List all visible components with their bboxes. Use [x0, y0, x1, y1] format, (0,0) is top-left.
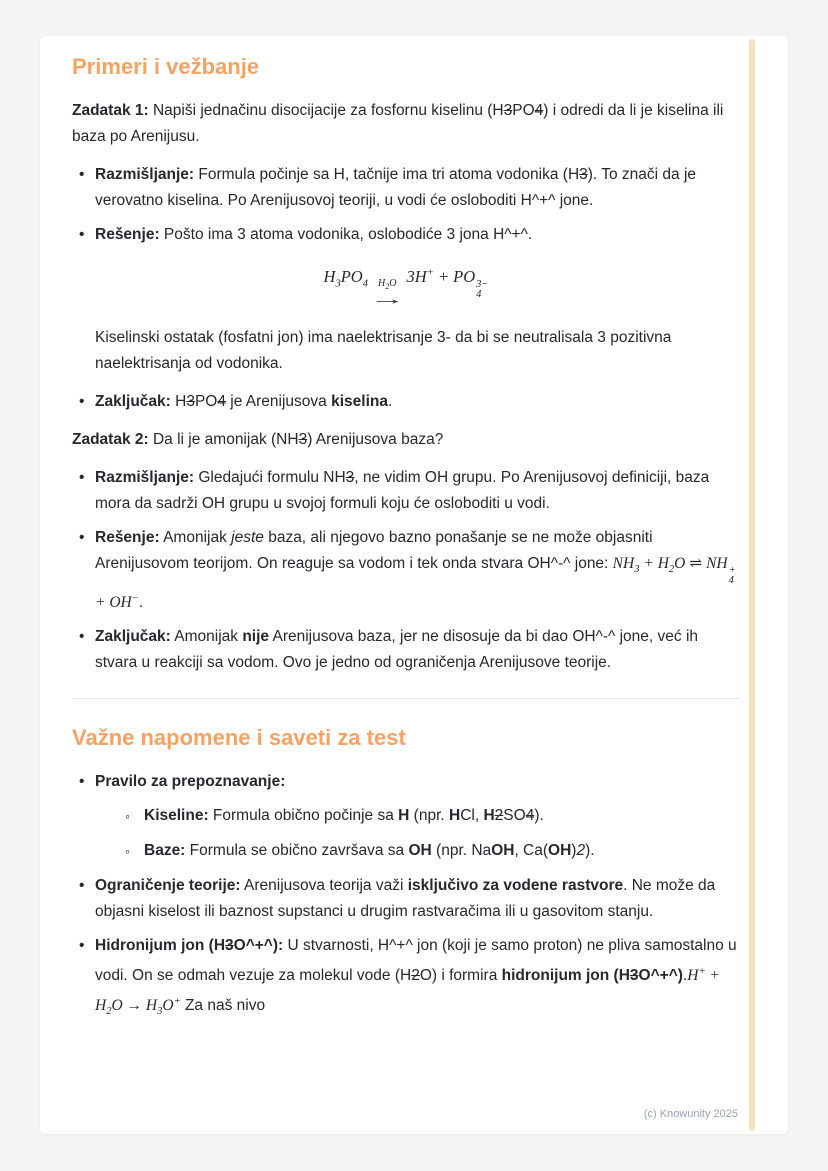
list-item [72, 624, 740, 676]
math-base: + [433, 266, 454, 286]
math-sub: 2 [668, 563, 675, 575]
text-segment: OH [548, 841, 572, 859]
math-base: H [687, 966, 699, 984]
math-base: H [95, 996, 107, 1014]
text-segment: Formula se obično završava sa [185, 841, 409, 859]
math-supsub [729, 566, 736, 586]
math-token [702, 554, 736, 586]
document-content [40, 36, 788, 1077]
text-segment: Zadatak 1: [72, 102, 149, 119]
decorative-vertical-bar [749, 39, 755, 1131]
text-segment: baza, ali njegovo bazno ponašanje se ne može objasniti Arenijusovom teorijom. On reaguje sa vodom i tek onda stvara OH^-^ jone: [95, 528, 653, 572]
math-token [341, 267, 351, 286]
text-segment: Rešenje: [95, 226, 160, 243]
text-segment: ) i odredi da li je kiselina ili baza po Arenijusu. [72, 102, 724, 145]
text-segment: . [682, 966, 688, 984]
math-sub: 3 [157, 1006, 163, 1018]
math-base: + [639, 554, 658, 572]
math-token [639, 555, 657, 572]
text-segment: kiselina [331, 392, 388, 410]
math-token [389, 278, 396, 289]
math-base: P [453, 266, 464, 286]
text-segment: Pošto ima 3 atoma vodonika, oslobodiće 3 jona H^+^. [159, 226, 533, 243]
text-segment: Hidronijum jon (H [95, 936, 226, 954]
text-segment: , ne vidim OH grupu. Po Arenijusovoj definiciji, baza mora da sadrži OH grupu u svojoj formuli koju će osloboditi u vodi. [95, 468, 710, 512]
list-item [72, 389, 740, 415]
text-segment: Razmišljanje: [95, 166, 195, 183]
text-segment: ). To znači da je verovatno kiselina. Po Arenijusovoj teoriji, u vodi će osloboditi H^+^ jone. [95, 166, 697, 209]
math-base: H [145, 996, 158, 1014]
text-segment: . [387, 392, 393, 410]
math-token [463, 266, 489, 300]
text-segment: 2 [494, 806, 504, 824]
math-sup: − [131, 592, 139, 604]
math-token [123, 997, 146, 1014]
math-base: O [463, 266, 476, 286]
math-base: + [705, 966, 720, 984]
math-token [111, 997, 122, 1014]
math-base: O [162, 996, 174, 1014]
math-base: P [340, 266, 351, 286]
text-segment: (npr. Na [431, 841, 492, 859]
list-item [72, 465, 740, 517]
bullet-list [72, 162, 740, 248]
text-segment: je Arenijusova [225, 392, 332, 410]
text-segment: Zadatak 2: [72, 430, 149, 448]
math-base: H [377, 277, 386, 289]
math-token [378, 278, 389, 289]
math-base: NH [702, 554, 728, 572]
inline-math [323, 266, 489, 308]
math-base: H [323, 266, 336, 286]
math-base: → [122, 996, 146, 1014]
text-segment: Baze: [144, 841, 186, 859]
math-token [323, 266, 341, 289]
text-segment: OH [408, 841, 432, 859]
text-segment: isključivo za vodene rastvore [407, 876, 624, 894]
text-segment: nije [242, 627, 270, 645]
text-segment: PO [194, 392, 218, 410]
math-sup: + [173, 995, 181, 1007]
text-segment: H [449, 806, 461, 824]
text-segment: U stvarnosti, H^+^ jon (koji je samo proton) ne pliva samostalno u vodi. On se odmah vezuje za molekul vode (H [95, 936, 737, 984]
math-sub: 3 [634, 563, 640, 575]
section-heading: Važne napomene i saveti za test [72, 724, 406, 750]
math-token [95, 996, 112, 1018]
display-formula [72, 260, 740, 307]
math-base: NH [612, 554, 635, 572]
math-sub: 3 [335, 277, 341, 289]
math-base: O [674, 554, 690, 572]
math-sub: 2 [385, 281, 390, 291]
text-segment: H [483, 806, 495, 824]
math-supsub [476, 280, 488, 300]
text-segment: jeste [231, 528, 264, 546]
text-segment: SO [503, 806, 526, 824]
text-segment: H [170, 392, 187, 410]
text-segment: ) [571, 841, 577, 859]
text-segment: Formula obično počinje sa [208, 806, 399, 824]
text-segment: 3 [503, 102, 513, 119]
math-token [453, 267, 463, 286]
bullet-list [72, 465, 740, 676]
text-segment: 4 [525, 806, 535, 824]
text-segment: PO [512, 102, 535, 119]
math-base: + [95, 593, 110, 611]
list-item [72, 873, 740, 925]
math-token [434, 267, 453, 286]
math-sub: 4 [476, 288, 482, 300]
bullet-list [72, 389, 740, 415]
text-segment: Amonijak [159, 528, 232, 546]
arrow-label [378, 279, 396, 292]
text-segment: Pravilo za prepoznavanje: [95, 772, 286, 790]
math-base: H [657, 554, 669, 572]
text-segment: Rešenje: [95, 528, 160, 546]
text-segment: O) i formira [419, 966, 502, 984]
text-segment: Cl, [460, 806, 484, 824]
text-segment: Arenijusova teorija važi [240, 876, 408, 894]
text-segment: 4 [534, 102, 544, 119]
reaction-arrow [368, 279, 406, 307]
text-segment: Razmišljanje: [95, 468, 195, 486]
text-segment: 3 [579, 166, 588, 183]
text-segment: Zaključak: [95, 392, 171, 410]
text-segment: Kiseline: [144, 806, 209, 824]
text-segment: 3 [186, 392, 195, 410]
text-segment: 4 [217, 392, 226, 410]
text-segment: Da li je amonijak (NH [148, 430, 299, 448]
text-segment: ). [585, 841, 595, 859]
math-token [687, 967, 705, 984]
math-token [706, 967, 720, 984]
text-segment: . [138, 593, 144, 611]
text-segment: . Ne može da objasni kiselost ili baznost supstanci u drugim rastvaračima ili u gasovitom stanju. [95, 876, 716, 920]
math-base: ⇌ [689, 554, 703, 572]
math-sub: 4 [728, 574, 734, 586]
text-segment: Kiselinski ostatak (fosfatni jon) ima naelektrisanje 3- da bi se neutralisala 3 pozitivna naelektrisanja od vodonika. [95, 328, 672, 372]
text-segment: Zaključak: [95, 627, 171, 645]
list-item [72, 933, 740, 1025]
text-segment: Ograničenje teorije: [95, 876, 241, 894]
text-segment: Formula počinje sa H, tačnije ima tri atoma vodonika (H [194, 166, 580, 183]
text-segment: (npr. [409, 806, 449, 824]
sub-list-item [121, 838, 740, 864]
math-token [95, 594, 109, 611]
text-segment: 2 [576, 841, 586, 859]
sub-list-item [121, 803, 740, 829]
math-base: 3H [406, 266, 427, 286]
paragraph [72, 98, 740, 150]
math-token [657, 554, 675, 575]
text-segment: ) Arenijusova baza? [307, 430, 444, 448]
text-segment: , Ca( [514, 841, 549, 859]
text-segment: O^+^): [233, 936, 284, 954]
copyright-footer: (c) Knowunity 2025 [643, 1108, 738, 1120]
math-token [406, 267, 433, 286]
text-segment: hidronijum jon (H [501, 966, 630, 984]
paragraph [72, 427, 740, 453]
text-segment: ). [534, 806, 544, 824]
math-token [162, 997, 180, 1014]
text-segment: Amonijak [170, 627, 243, 645]
math-token [145, 996, 163, 1018]
list-item [72, 769, 740, 864]
list-item [72, 222, 740, 248]
math-base: O [350, 266, 363, 286]
section-heading: Primeri i vežbanje [72, 54, 260, 79]
text-segment: Arenijusova baza, jer ne disosuje da bi dao OH^-^ jone, već ih stvara u reakciji sa vodom. Ovo je jedno od ograničenja Arenijusove teorije. [95, 627, 699, 671]
list-item [72, 525, 740, 616]
paragraph [72, 325, 740, 377]
text-segment: Gledajući formulu NH [194, 468, 346, 486]
section-divider [72, 698, 740, 699]
text-segment: 3 [298, 430, 308, 448]
math-sup: + [728, 564, 736, 576]
text-segment: O^+^) [638, 966, 683, 984]
math-base: O [389, 277, 397, 289]
document-card [40, 36, 788, 1134]
math-token [674, 555, 689, 572]
sub-list [95, 803, 740, 864]
math-sub: 4 [362, 277, 368, 289]
math-token [350, 266, 368, 289]
text-segment: H [398, 806, 410, 824]
bullet-list [72, 769, 740, 1025]
text-segment: Napiši jednačinu disocijacije za fosfornu kiselinu (H [148, 102, 504, 119]
text-segment: 2 [411, 966, 420, 984]
math-token [689, 555, 702, 572]
text-segment: 3 [225, 936, 234, 954]
math-sub: 2 [106, 1006, 112, 1018]
list-item [72, 162, 740, 214]
text-segment: 3 [629, 966, 639, 984]
math-sup: 3− [476, 278, 489, 290]
text-segment: OH [491, 841, 515, 859]
arrow-glyph: → [369, 291, 406, 308]
math-base: OH [109, 593, 132, 611]
math-base: O [111, 996, 123, 1014]
text-segment: Za naš nivo [180, 996, 266, 1014]
math-sup: + [698, 965, 706, 977]
math-token [612, 554, 640, 575]
text-segment: 3 [345, 468, 355, 486]
math-token [109, 594, 138, 611]
math-sup: + [426, 267, 434, 278]
